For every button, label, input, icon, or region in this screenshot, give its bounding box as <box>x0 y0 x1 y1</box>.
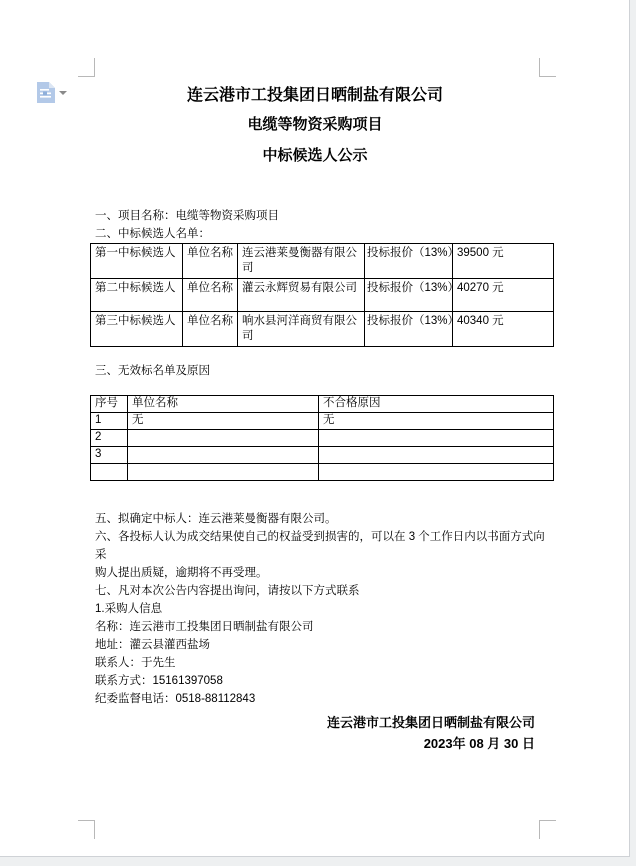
signature-company: 连云港市工投集团日晒制盐有限公司 <box>326 715 535 730</box>
reason-cell: 无 <box>319 413 554 430</box>
seq-cell: 3 <box>91 447 128 464</box>
unit-cell <box>128 447 319 464</box>
company-cell: 灌云永辉贸易有限公司 <box>238 279 365 312</box>
invalid-table-row <box>91 413 554 430</box>
section-candidates-heading: 二、中标候选人名单： <box>95 228 210 240</box>
reason-cell <box>319 447 554 464</box>
margin-corner-mark-top-left <box>78 58 95 77</box>
doc-title-announcement: 中标候选人公示 <box>262 147 368 164</box>
price-cell: 40340 元 <box>453 312 554 347</box>
contact-address: 地址：灌云县灌西盐场 <box>95 639 210 651</box>
contact-phone: 联系方式：15161397058 <box>95 675 223 687</box>
price-label-cell: 投标报价（13%） <box>365 244 453 279</box>
header-seq: 序号 <box>91 396 128 413</box>
header-reason: 不合格原因 <box>319 396 554 413</box>
contact-person: 联系人：于先生 <box>95 657 176 669</box>
company-cell: 连云港莱曼衡器有限公司 <box>238 244 365 279</box>
candidates-table-row <box>91 312 554 347</box>
unit-cell <box>128 464 319 481</box>
section-contact-intro: 七、凡对本次公告内容提出询问，请按以下方式联系 <box>95 585 360 597</box>
invalid-table-row <box>91 464 554 481</box>
notice-text-block <box>95 510 547 708</box>
unit-label-cell: 单位名称 <box>183 312 238 347</box>
unit-label-cell: 单位名称 <box>183 279 238 312</box>
section-objection-line1: 六、各投标人认为成交结果使自己的权益受到损害的，可以在 3 个工作日内以书面方式向采 <box>95 531 545 561</box>
section-project-name: 一、项目名称：电缆等物资采购项目 <box>95 210 279 222</box>
signature-block <box>327 712 535 754</box>
rank-cell: 第三中标候选人 <box>91 312 183 347</box>
unit-cell <box>128 430 319 447</box>
margin-corner-mark-bottom-right <box>539 820 556 839</box>
invalid-table-row <box>91 430 554 447</box>
candidates-table-row <box>91 244 554 279</box>
price-cell: 40270 元 <box>453 279 554 312</box>
signature-date: 2023年 08 月 30 日 <box>423 736 535 751</box>
doc-title-project: 电缆等物资采购项目 <box>247 116 383 133</box>
unit-label-cell: 单位名称 <box>183 244 238 279</box>
reason-cell <box>319 464 554 481</box>
invalid-bids-table <box>90 395 554 481</box>
rank-cell: 第一中标候选人 <box>91 244 183 279</box>
rank-cell: 第二中标候选人 <box>91 279 183 312</box>
candidates-table <box>90 243 554 347</box>
contact-supervision-phone: 纪委监督电话：0518-88112843 <box>95 693 256 705</box>
seq-cell: 1 <box>91 413 128 430</box>
seq-cell <box>91 464 128 481</box>
invalid-table-row <box>91 447 554 464</box>
section-objection-line2: 购人提出质疑，逾期将不再受理。 <box>95 567 268 579</box>
reason-cell <box>319 430 554 447</box>
section-winner: 五、拟确定中标人：连云港莱曼衡器有限公司。 <box>95 513 337 525</box>
unit-cell: 无 <box>128 413 319 430</box>
price-label-cell: 投标报价（13%） <box>365 279 453 312</box>
price-label-cell: 投标报价（13%） <box>365 312 453 347</box>
seq-cell: 2 <box>91 430 128 447</box>
doc-title-company: 连云港市工投集团日晒制盐有限公司 <box>186 87 443 104</box>
invalid-table-header-row <box>91 396 554 413</box>
price-cell: 39500 元 <box>453 244 554 279</box>
purchaser-info-heading: 1.采购人信息 <box>95 603 163 615</box>
margin-corner-mark-top-right <box>539 58 556 77</box>
company-cell: 响水县河洋商贸有限公司 <box>238 312 365 347</box>
margin-corner-mark-bottom-left <box>78 820 95 839</box>
section-invalid-heading: 三、无效标名单及原因 <box>95 365 210 377</box>
header-unit: 单位名称 <box>128 396 319 413</box>
candidates-table-row <box>91 279 554 312</box>
contact-name: 名称：连云港市工投集团日晒制盐有限公司 <box>95 621 314 633</box>
